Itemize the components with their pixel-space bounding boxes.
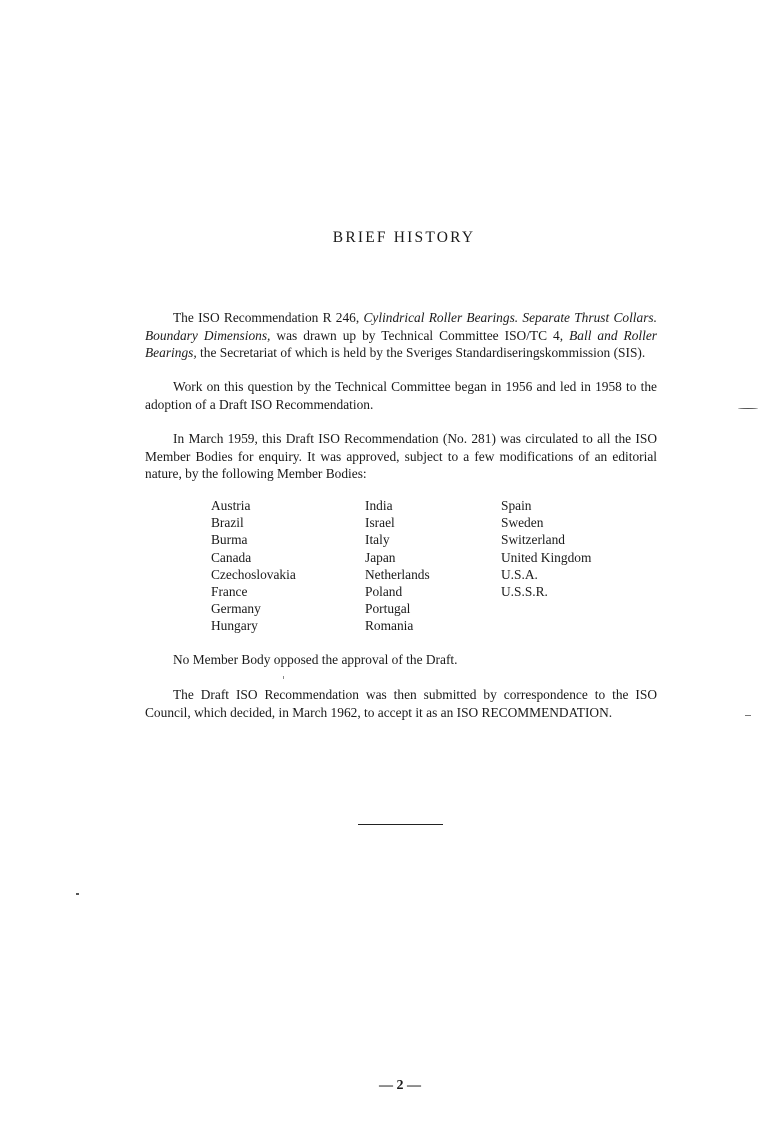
page-number: — 2 —: [379, 1078, 421, 1093]
member-body: France: [211, 584, 248, 600]
member-body: Poland: [365, 584, 403, 600]
scan-mark: [76, 893, 79, 895]
section-divider: [358, 824, 443, 825]
scan-mark: [738, 408, 758, 409]
paragraph-council-decision: [145, 686, 657, 721]
scan-mark: [283, 676, 284, 679]
member-bodies-column-3: [501, 497, 591, 600]
member-body: Israel: [365, 515, 395, 531]
member-body: Burma: [211, 532, 248, 548]
p1-text-e: the Secretariat of which is held by the Sveriges Standardiseringskommission (SIS).: [196, 345, 646, 360]
member-body: Sweden: [501, 515, 544, 531]
member-body: Hungary: [211, 618, 258, 634]
p5-text: The Draft ISO Recommendation was then submitted by correspondence to the ISO Council, which decided, in March 1962, to accept it as an ISO RECOMMENDATION.: [145, 687, 657, 720]
p3-text: In March 1959, this Draft ISO Recommendation (No. 281) was circulated to all the ISO Member Bodies for enquiry. It was approved, subject to a few modifications of an editorial nature, by the following Member Bodies:: [145, 431, 657, 481]
member-bodies-column-1: [211, 497, 296, 635]
p4-text: No Member Body opposed the approval of the Draft.: [173, 652, 458, 667]
paragraph-recommendation-origin: [145, 309, 657, 362]
member-body: Netherlands: [365, 566, 430, 582]
p1-text-c: was drawn up by Technical Committee ISO/TC 4,: [270, 327, 570, 343]
member-body: United Kingdom: [501, 549, 592, 565]
page-title: BRIEF HISTORY: [332, 229, 476, 246]
member-body: Japan: [365, 549, 396, 565]
p2-text: Work on this question by the Technical Committee began in 1956 and led in 1958 to the adoption of a Draft ISO Recommendation.: [145, 379, 657, 412]
paragraph-enquiry: [145, 430, 657, 483]
member-body: India: [365, 498, 393, 513]
member-body: Portugal: [365, 601, 411, 617]
member-body: Italy: [365, 532, 390, 548]
p1-text-a: The ISO Recommendation R 246,: [173, 310, 364, 325]
member-body: Canada: [211, 549, 252, 565]
paragraph-no-opposition: [145, 651, 657, 669]
member-body: Spain: [501, 498, 532, 513]
p1-committee-italic: Ball and Roller Bearings,: [145, 327, 657, 360]
p1-title-italic: Cylindrical Roller Bearings. Separate Thrust Collars. Boundary Dimensions,: [145, 310, 657, 343]
member-body: Austria: [211, 498, 251, 513]
member-body: Switzerland: [501, 532, 565, 548]
scan-mark: [745, 715, 751, 716]
member-body: Romania: [365, 618, 414, 634]
member-body: Czechoslovakia: [211, 566, 296, 582]
member-body: U.S.A.: [501, 566, 538, 582]
member-body: Brazil: [211, 515, 244, 531]
paragraph-work-history: [145, 378, 657, 413]
member-body: U.S.S.R.: [501, 584, 548, 600]
member-bodies-list: [211, 497, 651, 637]
member-bodies-column-2: [365, 497, 430, 635]
member-body: Germany: [211, 601, 261, 617]
